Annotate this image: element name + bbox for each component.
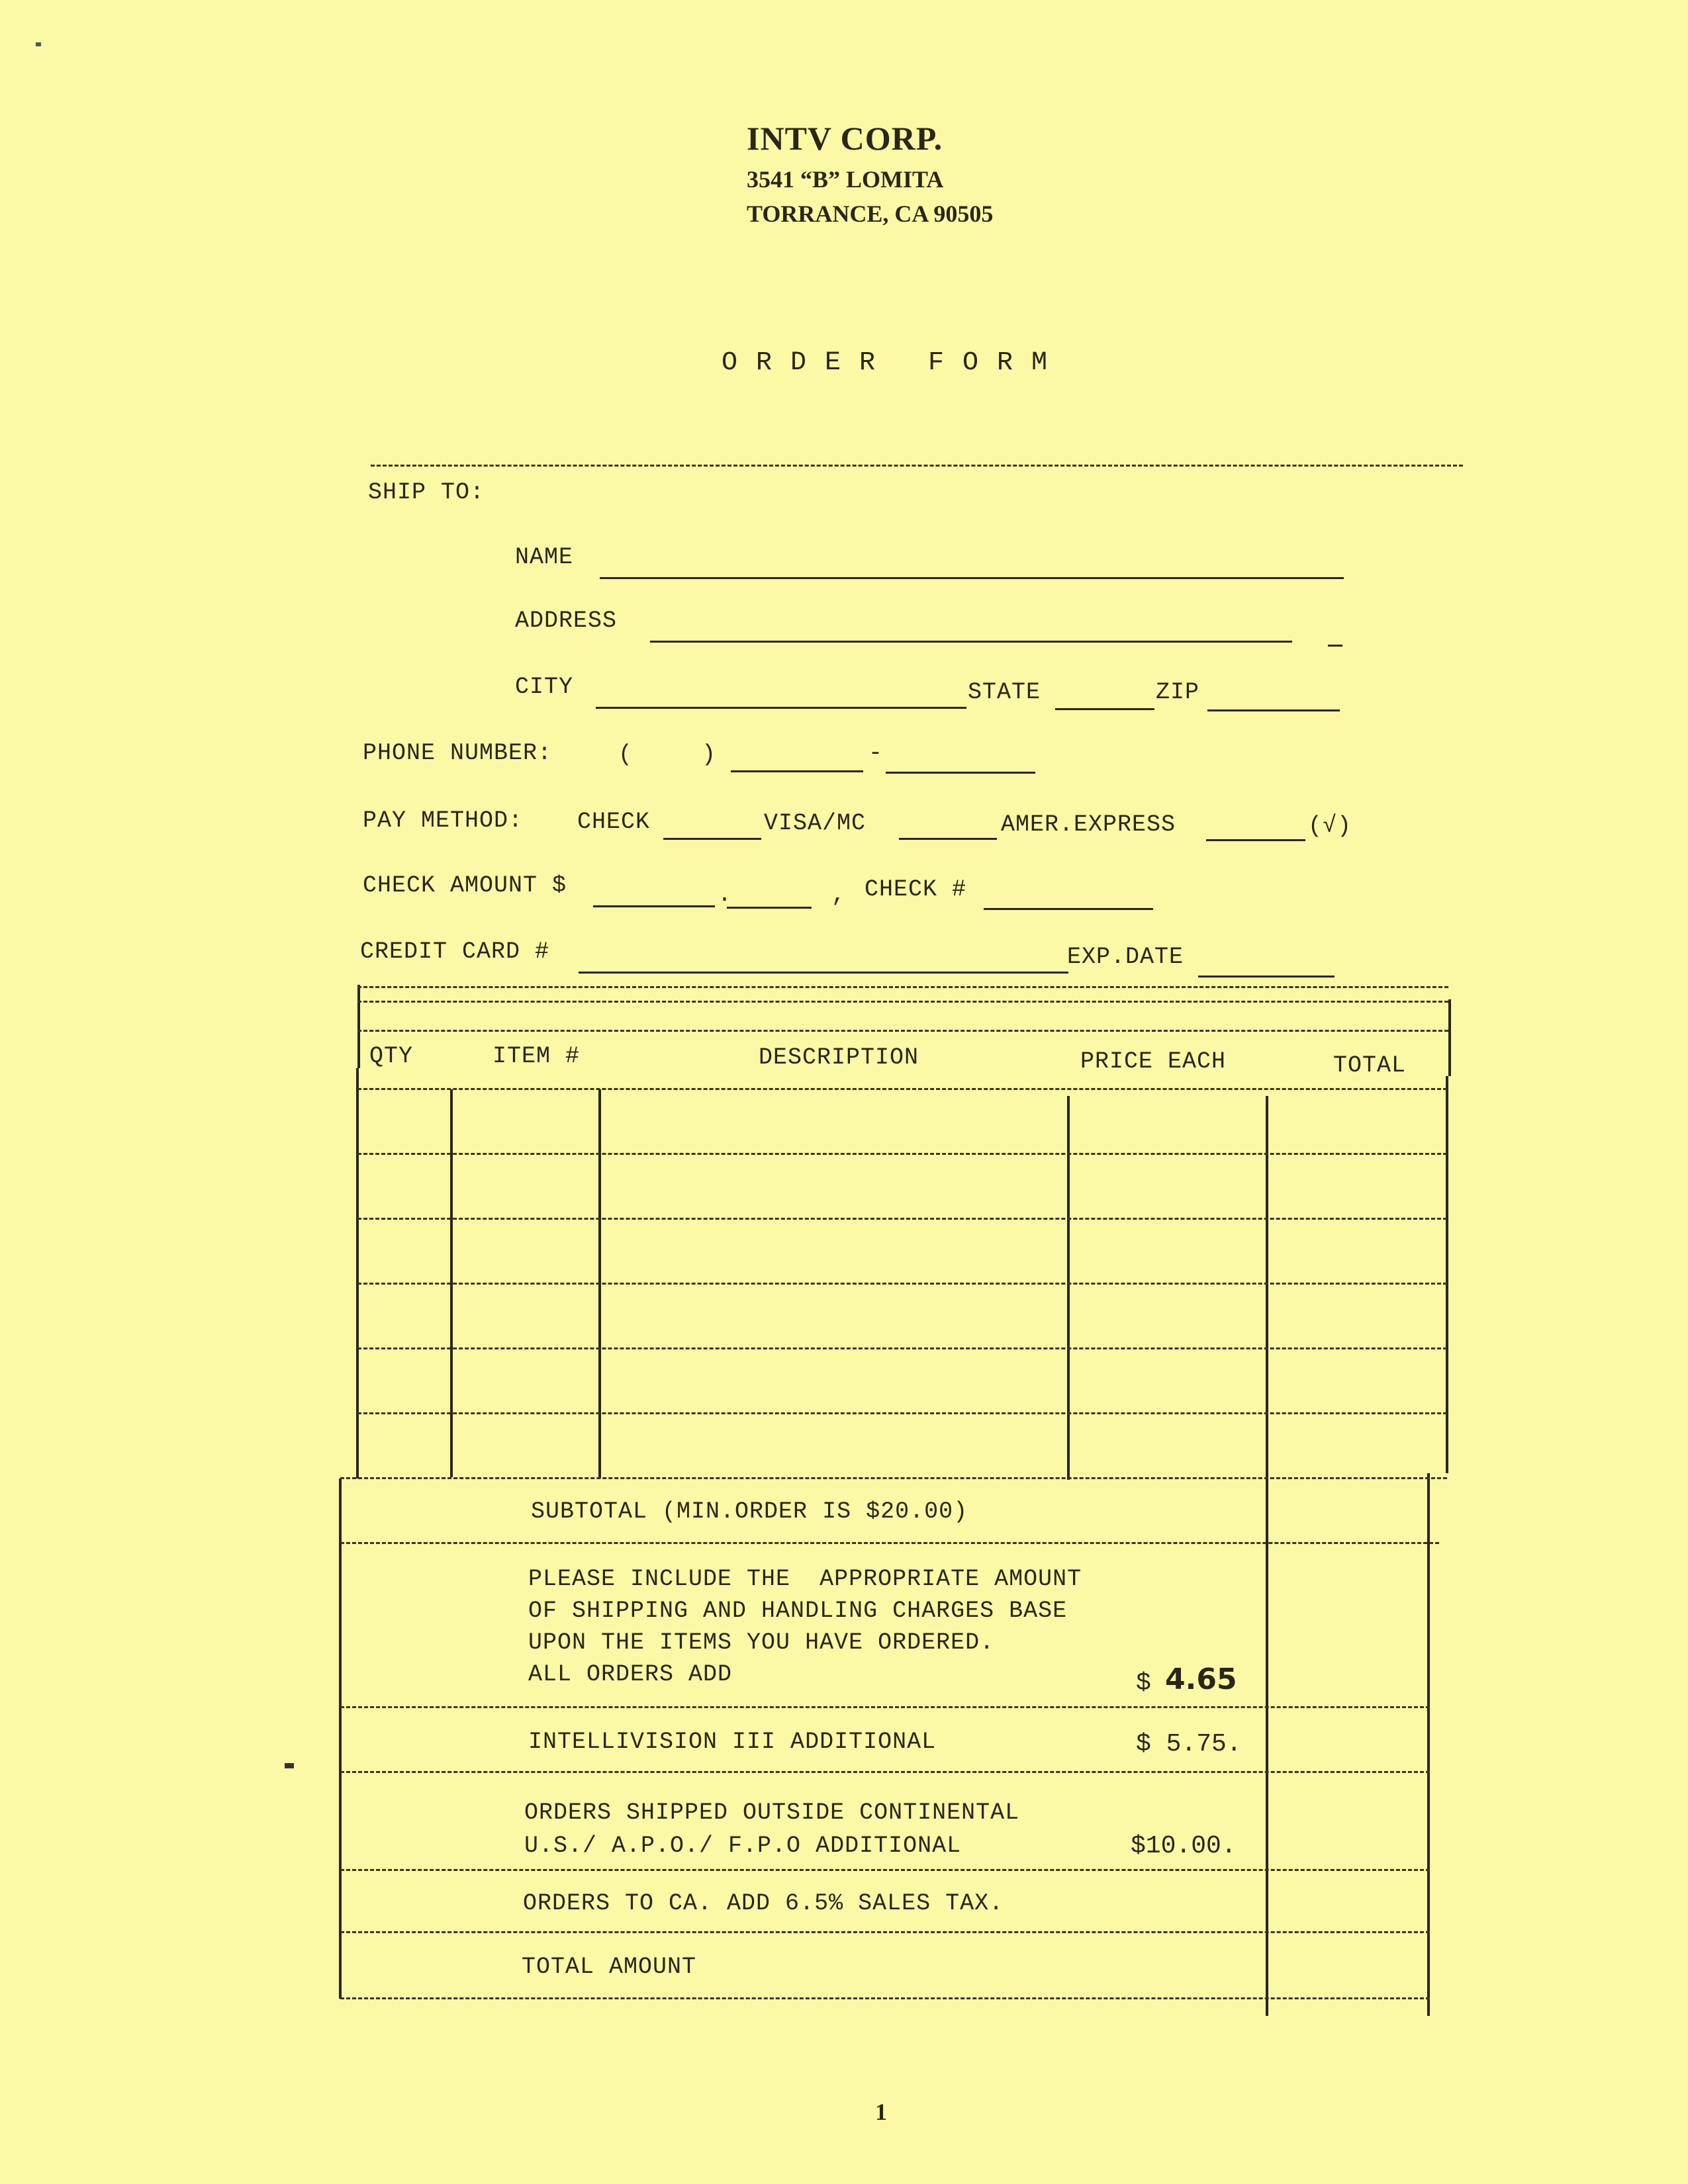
company-name: INTV CORP.	[747, 120, 943, 157]
check-option-field[interactable]	[663, 838, 761, 840]
shipping-instructions: PLEASE INCLUDE THE APPROPRIATE AMOUNT OF SHIPPING AND HANDLING CHARGES BASE UPON THE ITEMS YOU HAVE ORDERED. ALL ORDERS ADD	[528, 1566, 1082, 1688]
total-column-cells[interactable]	[1270, 1097, 1444, 1475]
item-number-column-cells[interactable]	[454, 1091, 597, 1475]
outside-continental-total-cell[interactable]	[1270, 1775, 1425, 1865]
table-header-rule	[357, 1030, 1448, 1032]
phone-line-field[interactable]	[886, 772, 1035, 774]
amex-option-field[interactable]	[1206, 839, 1305, 841]
table-frame-right-bottom	[1427, 1473, 1430, 2016]
summary-row-rule	[340, 1771, 1430, 1773]
check-mark-hint: (√)	[1308, 813, 1352, 839]
total-amount-label: TOTAL AMOUNT	[522, 1954, 697, 1980]
check-amount-comma: ,	[831, 882, 847, 908]
col-header-total: TOTAL	[1333, 1052, 1407, 1079]
page-number: 1	[875, 2099, 887, 2125]
form-title: ORDER FORM	[722, 348, 1066, 378]
table-top-rule	[357, 986, 1448, 988]
col-header-description: DESCRIPTION	[759, 1044, 919, 1071]
subtotal-label: SUBTOTAL (MIN.ORDER IS $20.00)	[531, 1498, 968, 1525]
state-field[interactable]	[1055, 708, 1154, 710]
check-amount-label: CHECK AMOUNT $	[363, 872, 567, 899]
table-frame-left-top	[357, 985, 360, 1068]
outside-continental-label: ORDERS SHIPPED OUTSIDE CONTINENTAL U.S./ A.P.O./ F.P.O ADDITIONAL	[524, 1799, 1020, 1859]
summary-row-rule	[340, 1931, 1430, 1933]
phone-separator: -	[868, 740, 884, 766]
outside-continental-amount: $10.00.	[1131, 1832, 1237, 1860]
qty-column-cells[interactable]	[359, 1091, 449, 1475]
name-field[interactable]	[600, 577, 1344, 579]
sales-tax-label: ORDERS TO CA. ADD 6.5% SALES TAX.	[523, 1890, 1004, 1917]
credit-card-label: CREDIT CARD #	[360, 938, 550, 965]
col-header-qty: QTY	[369, 1043, 414, 1069]
phone-area-open: (	[618, 741, 633, 768]
state-label: STATE	[968, 679, 1041, 705]
check-amount-decimal: .	[718, 882, 733, 908]
visa-option-field[interactable]	[899, 838, 997, 840]
address-field-tail	[1328, 645, 1342, 647]
zip-label: ZIP	[1156, 679, 1200, 705]
city-label: CITY	[515, 674, 574, 700]
check-number-label: CHECK #	[865, 876, 967, 903]
pay-method-label: PAY METHOD:	[363, 807, 524, 834]
divider	[371, 465, 1463, 467]
description-column-cells[interactable]	[602, 1091, 1066, 1475]
grand-total-cell[interactable]	[1270, 1935, 1425, 1995]
table-bottom-rule	[340, 1997, 1430, 1999]
col-header-price: PRICE EACH	[1080, 1048, 1227, 1075]
table-top-rule-2	[357, 1001, 1448, 1003]
city-field[interactable]	[596, 707, 966, 709]
table-frame-right-top	[1448, 999, 1451, 1076]
company-address-line2: TORRANCE, CA 90505	[747, 201, 994, 227]
summary-row-rule	[340, 1869, 1430, 1871]
intellivision-additional-label: INTELLIVISION III ADDITIONAL	[528, 1729, 937, 1755]
exp-date-label: EXP.DATE	[1067, 944, 1184, 970]
col-divider-price	[1266, 1096, 1268, 2016]
intellivision-additional-amount: $ 5.75.	[1136, 1730, 1242, 1758]
item-row-rule	[340, 1477, 1447, 1479]
name-label: NAME	[515, 544, 574, 570]
check-number-field[interactable]	[984, 908, 1153, 910]
ship-to-label: SHIP TO:	[368, 479, 485, 506]
credit-card-field[interactable]	[579, 972, 1068, 974]
all-orders-amount: 4.65	[1165, 1662, 1237, 1696]
phone-label: PHONE NUMBER:	[363, 740, 553, 766]
header-bottom-rule	[357, 1088, 1447, 1090]
check-option-label: CHECK	[577, 809, 651, 835]
price-each-column-cells[interactable]	[1071, 1097, 1264, 1475]
check-amount-dollars-field[interactable]	[593, 905, 715, 907]
amex-option-label: AMER.EXPRESS	[1001, 811, 1176, 838]
scan-speck	[36, 42, 41, 46]
table-frame-left-bottom	[339, 1479, 342, 1999]
exp-date-field[interactable]	[1198, 976, 1335, 978]
zip-field[interactable]	[1207, 709, 1340, 711]
intellivision-total-cell[interactable]	[1270, 1710, 1425, 1768]
sales-tax-total-cell[interactable]	[1270, 1873, 1425, 1929]
scan-speck	[285, 1763, 294, 1768]
company-address-line1: 3541 “B” LOMITA	[747, 166, 944, 193]
all-orders-dollar: $	[1136, 1669, 1151, 1698]
address-field[interactable]	[650, 641, 1292, 643]
col-header-item: ITEM #	[492, 1043, 581, 1069]
address-label: ADDRESS	[515, 608, 618, 634]
check-amount-cents-field[interactable]	[727, 907, 812, 909]
phone-prefix-field[interactable]	[731, 770, 863, 772]
subtotal-total-cell[interactable]	[1270, 1481, 1425, 1539]
summary-row-rule	[340, 1542, 1439, 1544]
summary-row-rule	[340, 1706, 1430, 1708]
shipping-total-cell[interactable]	[1270, 1546, 1425, 1702]
phone-area-close: )	[702, 741, 717, 768]
visa-option-label: VISA/MC	[764, 810, 867, 837]
